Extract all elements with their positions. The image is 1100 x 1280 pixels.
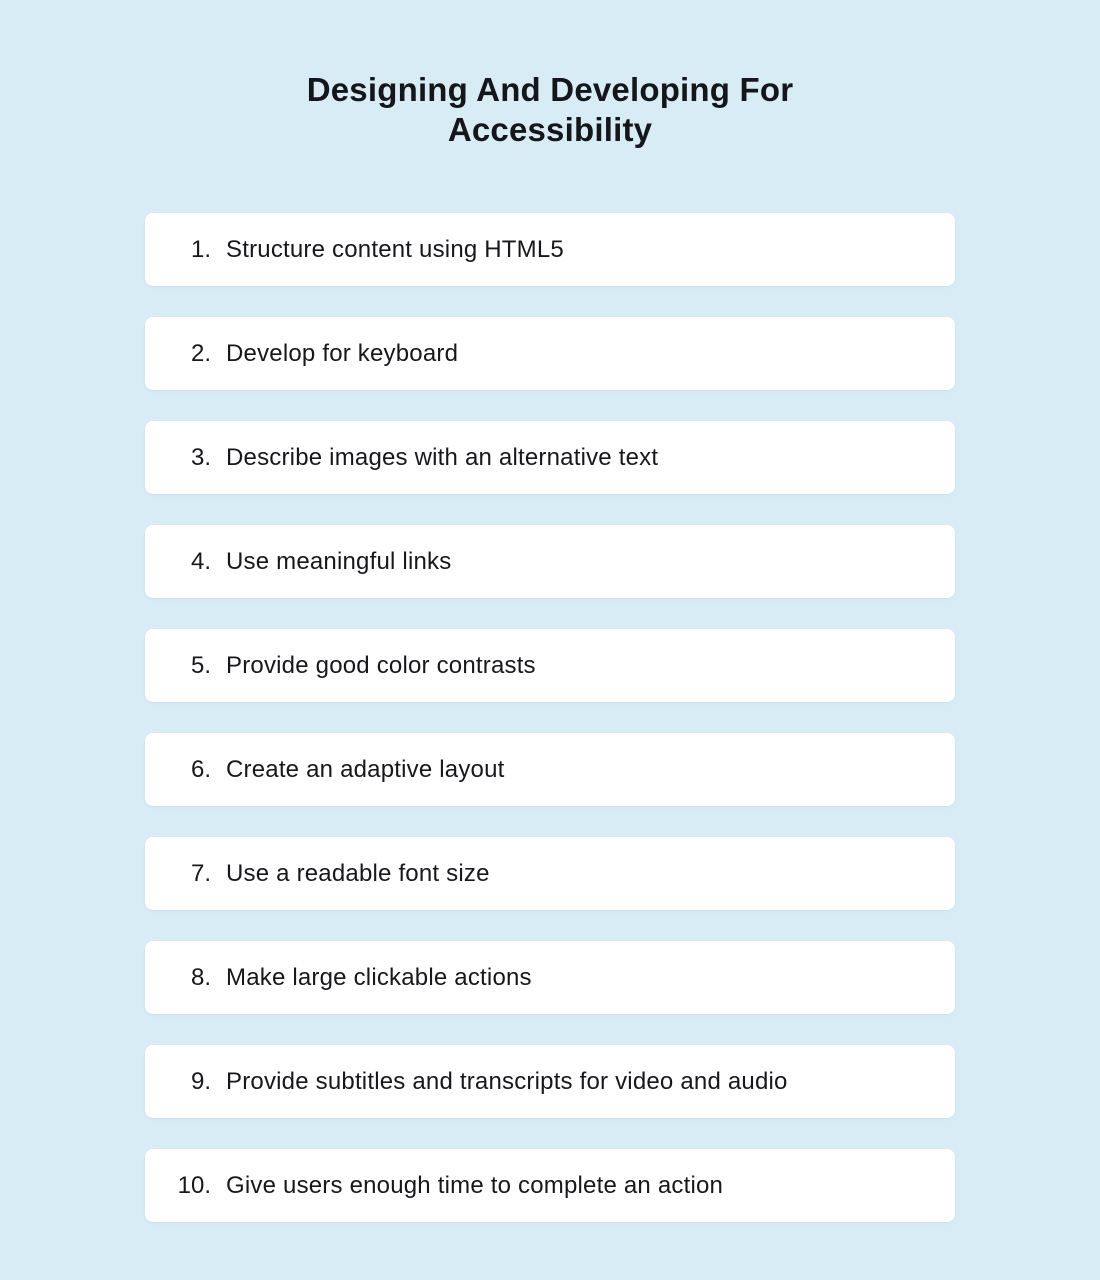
list-item-label: Use a readable font size xyxy=(226,859,490,887)
list-item xyxy=(145,1045,955,1118)
list-item xyxy=(145,629,955,702)
list-item-number: 9. xyxy=(190,1067,211,1095)
list-item xyxy=(145,941,955,1014)
list-item-label: Provide subtitles and transcripts for video and audio xyxy=(226,1067,788,1095)
list-item xyxy=(145,213,955,286)
list-item-label: Give users enough time to complete an action xyxy=(226,1171,724,1199)
page-title xyxy=(200,70,900,150)
list-item-label: Develop for keyboard xyxy=(226,339,459,367)
list-item-number: 6. xyxy=(190,755,211,783)
list-item-number: 2. xyxy=(190,339,211,367)
list-item-number: 10. xyxy=(177,1171,211,1199)
list-item xyxy=(145,733,955,806)
list-item xyxy=(145,317,955,390)
list-item-number: 5. xyxy=(190,651,211,679)
list-item xyxy=(145,1149,955,1222)
list-item-number: 1. xyxy=(190,235,211,263)
list-item-number: 7. xyxy=(190,859,211,887)
list-item-label: Provide good color contrasts xyxy=(226,651,536,679)
page-title-line1: Designing And Developing For xyxy=(306,71,794,108)
list-item-number: 3. xyxy=(190,443,211,471)
list-item xyxy=(145,525,955,598)
list-item-label: Create an adaptive layout xyxy=(226,755,505,783)
list-item xyxy=(145,837,955,910)
list-item-number: 4. xyxy=(190,547,211,575)
list-item-label: Structure content using HTML5 xyxy=(226,235,564,263)
list-item-label: Describe images with an alternative text xyxy=(226,443,659,471)
checklist xyxy=(0,213,1100,1222)
list-item-label: Use meaningful links xyxy=(226,547,452,575)
list-item-label: Make large clickable actions xyxy=(226,963,532,991)
list-item xyxy=(145,421,955,494)
list-item-number: 8. xyxy=(190,963,211,991)
page-title-line2: Accessibility xyxy=(447,111,653,148)
